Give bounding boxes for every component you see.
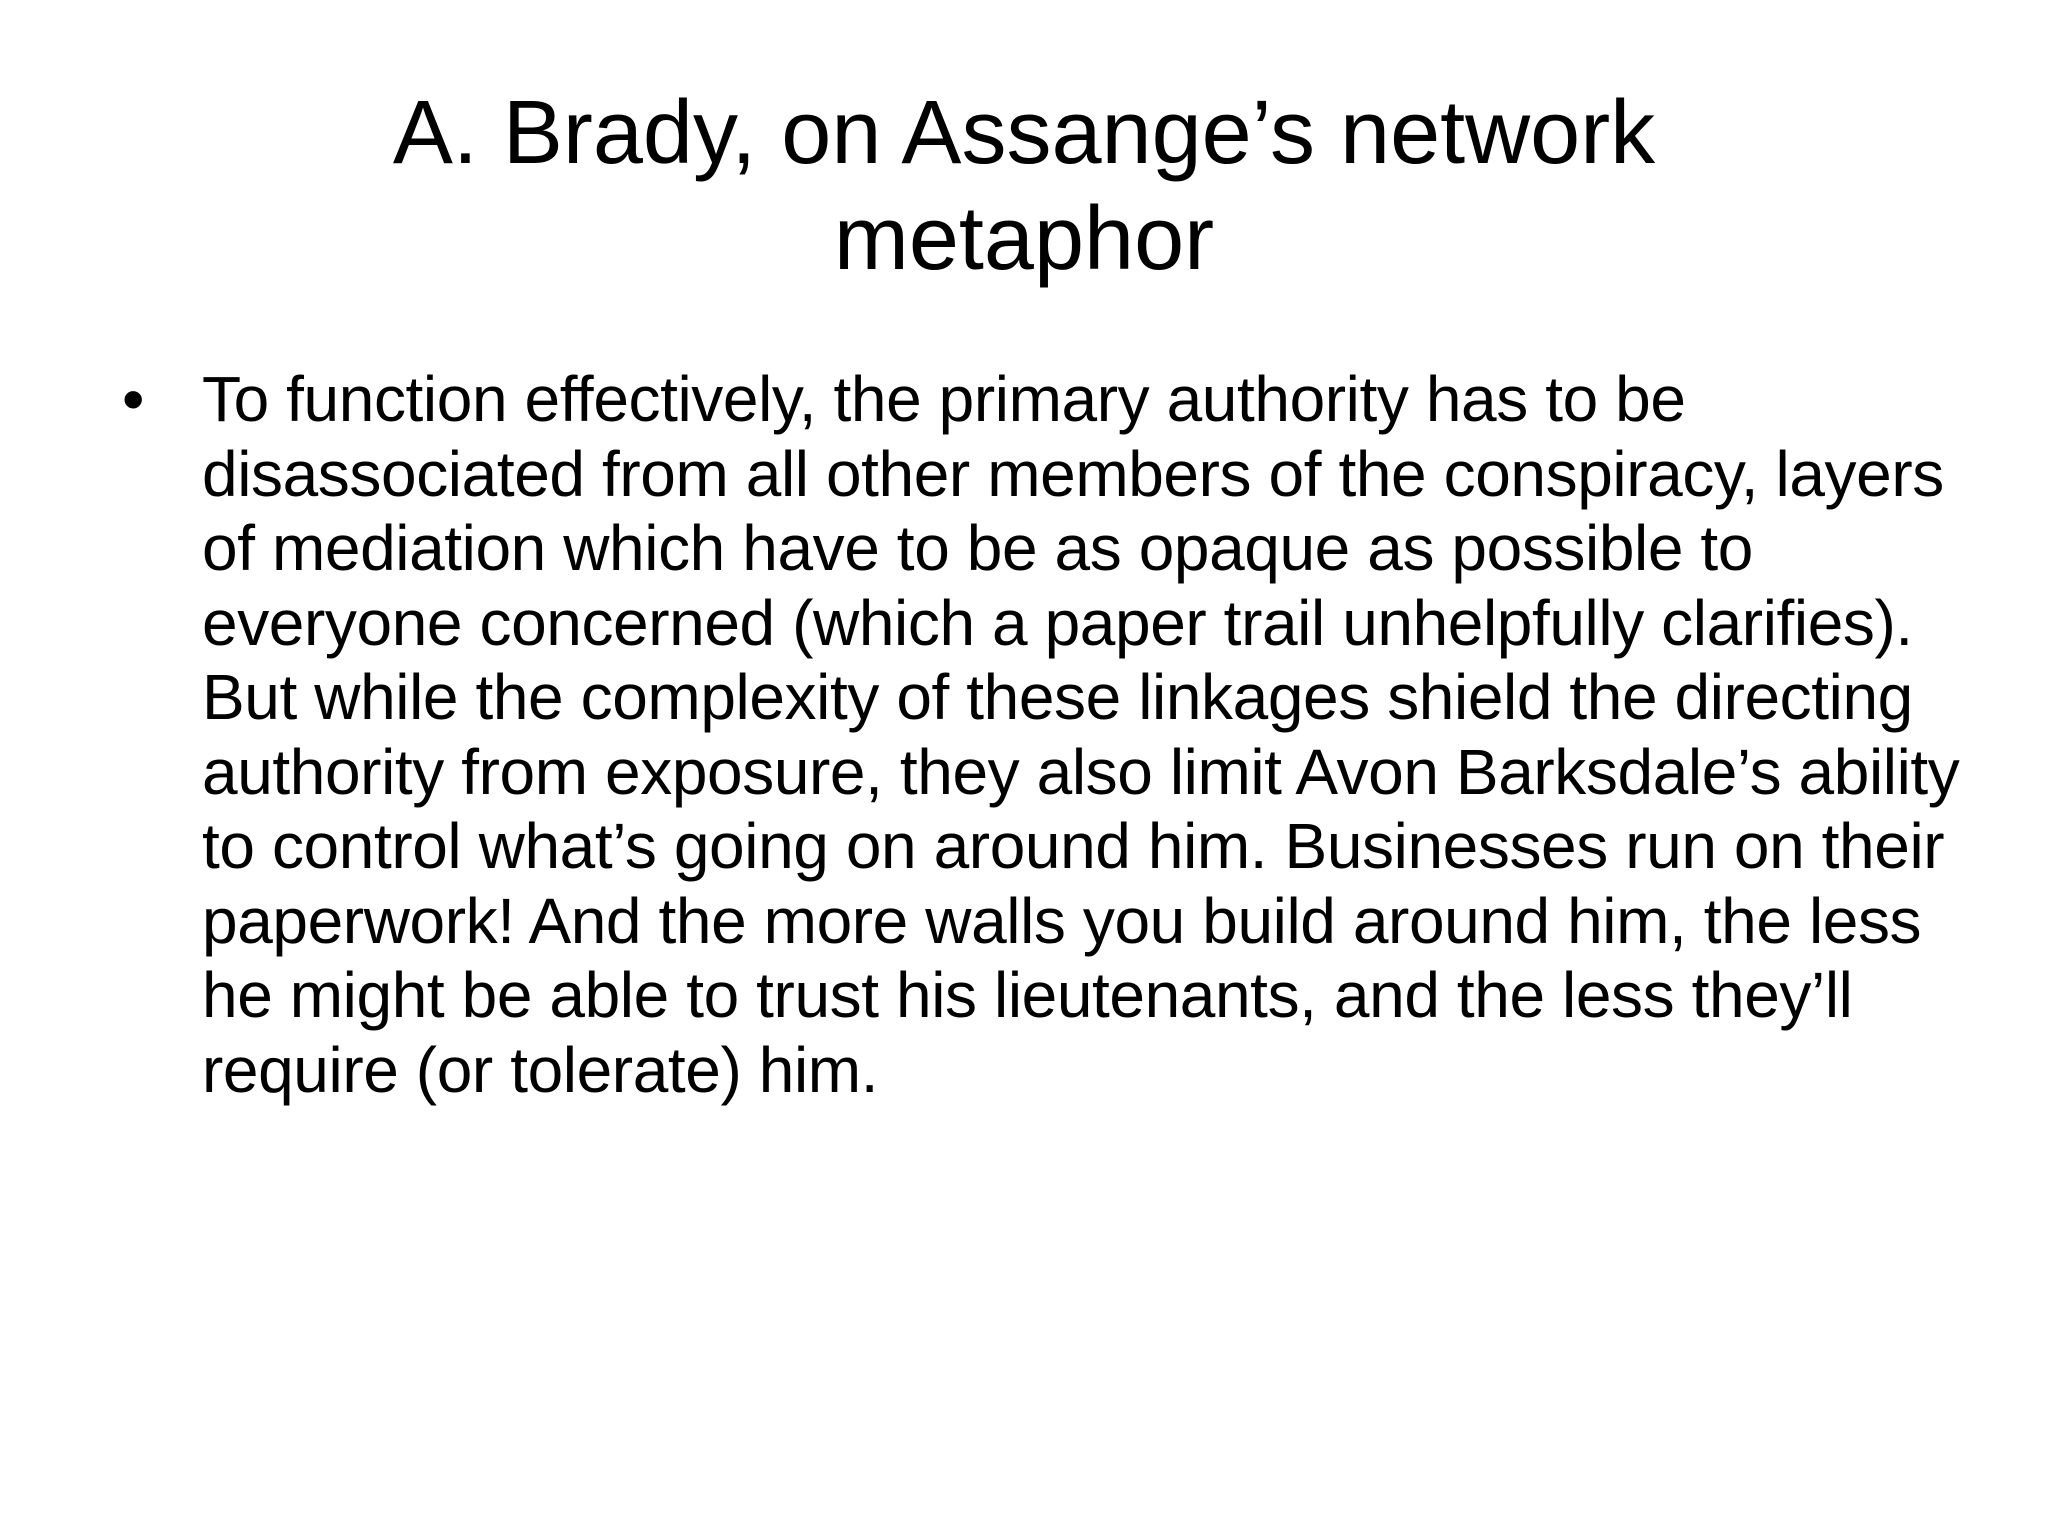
bullet-marker: •	[122, 363, 145, 435]
slide-body	[118, 362, 1998, 1107]
bullet-text: To function effectively, the primary authority has to be disassociated from all other members of the conspiracy, layers of mediation which have to be as opaque as possible to everyone concerned (which a paper trail unhelpfully clarifies). But while the complexity of these linkages shield the directing authority from exposure, they also limit Avon Barksdale’s ability to control what’s going on around him. Businesses run on their paperwork! And the more walls you build around him, the less he might be able to trust his lieutenants, and the less they’ll require (or tolerate) him.	[202, 363, 1960, 1106]
bullet-item	[118, 362, 1998, 1107]
slide-title: A. Brady, on Assange’s network metaphor	[392, 83, 1656, 289]
bullet-list	[118, 362, 1998, 1107]
